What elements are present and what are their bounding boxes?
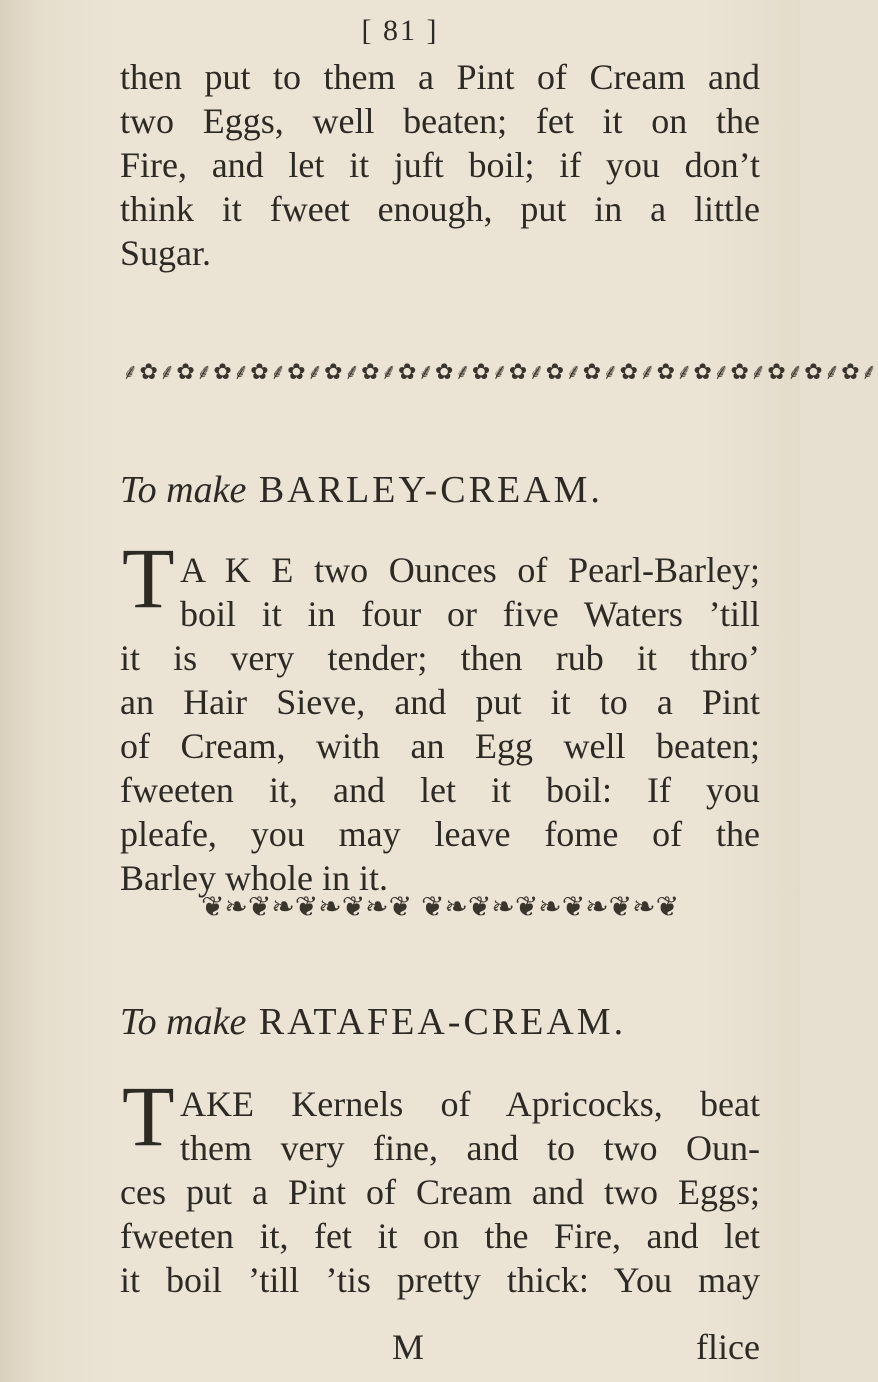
text-line: of Cream, with an Egg well beaten; (120, 726, 760, 766)
text-line: Barley whole in it. (120, 858, 388, 898)
text-line: it is very tender; then rub it thro’ (120, 638, 760, 678)
recipe-paragraph (120, 548, 760, 900)
heading-title: RATAFEA-CREAM. (258, 1001, 627, 1043)
text-line: it boil ’till ’tis pretty thick: You may (120, 1260, 760, 1300)
text-line: ces put a Pint of Cream and two Eggs; (120, 1172, 760, 1212)
drop-cap: T (122, 530, 175, 626)
text-line: fweeten it, fet it on the Fire, and let (120, 1216, 760, 1256)
text-line: an Hair Sieve, and put it to a Pint (120, 682, 760, 722)
text-line: AKE Kernels of Apricocks, beat (180, 1084, 760, 1124)
ornament-divider: ⸙✿⸙✿⸙✿⸙✿⸙✿⸙✿⸙✿⸙✿⸙✿⸙✿⸙✿⸙✿⸙✿⸙✿⸙✿⸙✿⸙✿⸙✿⸙✿⸙✿⸙ (122, 360, 878, 385)
intro-paragraph (120, 55, 760, 275)
text-line: Sugar. (120, 233, 212, 273)
text-line: A K E two Ounces of Pearl-Barley; (180, 550, 760, 590)
page-number: [ 81 ] (361, 14, 439, 47)
recipe-heading (120, 468, 760, 512)
text-line: then put to them a Pint of Cream and (120, 57, 760, 97)
text-line: think it fweet enough, put in a little (120, 189, 760, 229)
catchword: flice (696, 1327, 760, 1367)
page-footer (0, 1326, 800, 1370)
heading-title: BARLEY-CREAM. (258, 469, 603, 511)
heading-prefix: To make (120, 1001, 247, 1043)
text-line: them very fine, and to two Oun- (180, 1128, 760, 1168)
recipe-paragraph (120, 1082, 760, 1302)
signature-mark: M (392, 1327, 425, 1367)
text-line: fweeten it, and let it boil: If you (120, 770, 760, 810)
recipe-heading (120, 1000, 760, 1044)
text-line: two Eggs, well beaten; fet it on the (120, 101, 760, 141)
text-line: Fire, and let it juft boil; if you don’t (120, 145, 760, 185)
text-line: pleafe, you may leave fome of the (120, 814, 760, 854)
ornament-divider: ❦❧❦❧❦❧❦❧❦ ❦❧❦❧❦❧❦❧❦❧❦ (200, 890, 680, 923)
heading-prefix: To make (120, 469, 247, 511)
text-line: boil it in four or five Waters ’till (180, 594, 760, 634)
drop-cap: T (122, 1068, 175, 1164)
